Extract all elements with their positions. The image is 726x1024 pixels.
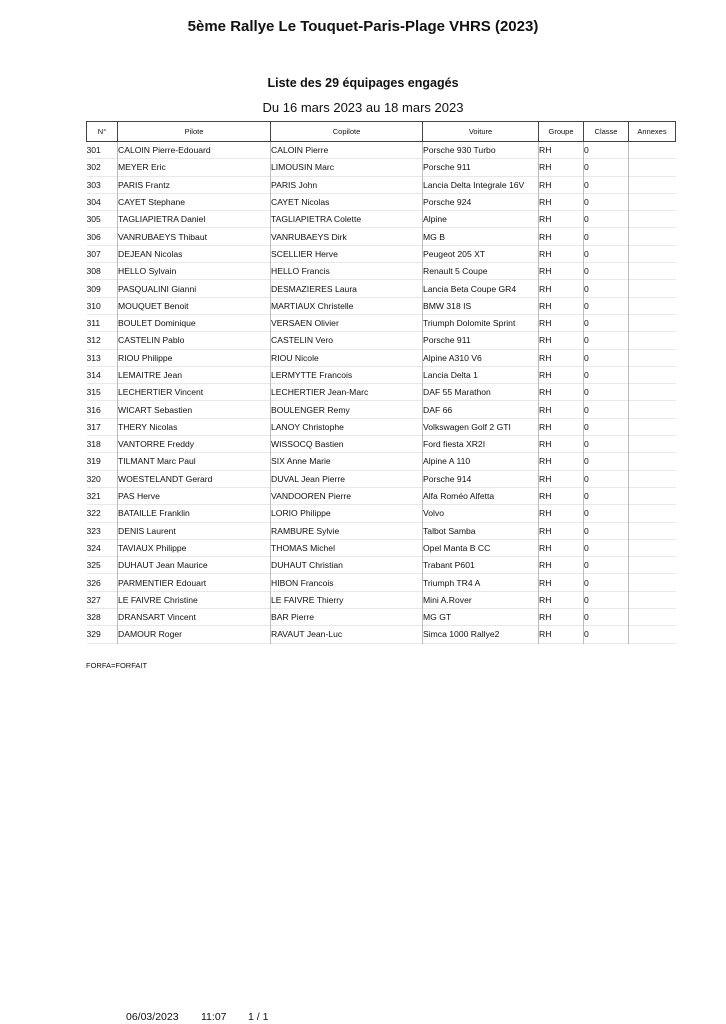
cell-copilote: RAMBURE Sylvie	[271, 522, 423, 539]
cell-voiture: MG B	[423, 228, 539, 245]
cell-pilote: PARIS Frantz	[118, 176, 271, 193]
page-title: 5ème Rallye Le Touquet-Paris-Plage VHRS (2023)	[187, 18, 539, 35]
cell-classe: 0	[584, 539, 629, 556]
cell-pilote: DRANSART Vincent	[118, 609, 271, 626]
cell-groupe: RH	[539, 228, 584, 245]
cell-groupe: RH	[539, 314, 584, 331]
cell-annexes	[629, 557, 676, 574]
cell-groupe: RH	[539, 263, 584, 280]
cell-groupe: RH	[539, 557, 584, 574]
table-row	[87, 297, 676, 314]
cell-voiture: Mini A.Rover	[423, 591, 539, 608]
cell-annexes	[629, 193, 676, 210]
cell-num: 326	[87, 574, 118, 591]
cell-voiture: Alpine	[423, 211, 539, 228]
cell-classe: 0	[584, 436, 629, 453]
table-row	[87, 487, 676, 504]
cell-copilote: CALOIN Pierre	[271, 142, 423, 159]
table-row	[87, 418, 676, 435]
cell-groupe: RH	[539, 505, 584, 522]
cell-classe: 0	[584, 176, 629, 193]
cell-annexes	[629, 626, 676, 643]
cell-copilote: LIMOUSIN Marc	[271, 159, 423, 176]
cell-voiture: Renault 5 Coupe	[423, 263, 539, 280]
cell-copilote: SIX Anne Marie	[271, 453, 423, 470]
table-row	[87, 522, 676, 539]
cell-voiture: Talbot Samba	[423, 522, 539, 539]
cell-pilote: PASQUALINI Gianni	[118, 280, 271, 297]
cell-num: 322	[87, 505, 118, 522]
cell-annexes	[629, 522, 676, 539]
cell-annexes	[629, 609, 676, 626]
cell-annexes	[629, 470, 676, 487]
cell-copilote: HIBON Francois	[271, 574, 423, 591]
cell-voiture: Porsche 911	[423, 159, 539, 176]
cell-pilote: MEYER Eric	[118, 159, 271, 176]
header-classe: Classe	[584, 122, 629, 142]
header-num: N°	[87, 122, 118, 142]
cell-groupe: RH	[539, 332, 584, 349]
cell-copilote: TAGLIAPIETRA Colette	[271, 211, 423, 228]
cell-classe: 0	[584, 263, 629, 280]
table-row	[87, 591, 676, 608]
cell-voiture: Porsche 914	[423, 470, 539, 487]
cell-pilote: CASTELIN Pablo	[118, 332, 271, 349]
cell-num: 306	[87, 228, 118, 245]
table-row	[87, 366, 676, 383]
cell-copilote: LERMYTTE Francois	[271, 366, 423, 383]
cell-pilote: VANTORRE Freddy	[118, 436, 271, 453]
table-row	[87, 263, 676, 280]
footer-time: 11:07	[201, 1011, 227, 1023]
cell-voiture: Volkswagen Golf 2 GTI	[423, 418, 539, 435]
cell-num: 303	[87, 176, 118, 193]
cell-classe: 0	[584, 487, 629, 504]
cell-classe: 0	[584, 297, 629, 314]
cell-copilote: CASTELIN Vero	[271, 332, 423, 349]
cell-groupe: RH	[539, 574, 584, 591]
cell-pilote: WOESTELANDT Gerard	[118, 470, 271, 487]
cell-annexes	[629, 263, 676, 280]
cell-groupe: RH	[539, 193, 584, 210]
cell-annexes	[629, 245, 676, 262]
cell-num: 313	[87, 349, 118, 366]
cell-pilote: TAVIAUX Philippe	[118, 539, 271, 556]
cell-pilote: LEMAITRE Jean	[118, 366, 271, 383]
cell-annexes	[629, 505, 676, 522]
cell-num: 304	[87, 193, 118, 210]
cell-copilote: HELLO Francis	[271, 263, 423, 280]
table-row	[87, 228, 676, 245]
cell-groupe: RH	[539, 522, 584, 539]
cell-annexes	[629, 418, 676, 435]
table-row	[87, 349, 676, 366]
cell-classe: 0	[584, 245, 629, 262]
table-row	[87, 332, 676, 349]
cell-copilote: VANRUBAEYS Dirk	[271, 228, 423, 245]
cell-num: 302	[87, 159, 118, 176]
cell-groupe: RH	[539, 349, 584, 366]
cell-num: 310	[87, 297, 118, 314]
cell-groupe: RH	[539, 453, 584, 470]
cell-classe: 0	[584, 609, 629, 626]
cell-voiture: Trabant P601	[423, 557, 539, 574]
cell-voiture: Peugeot 205 XT	[423, 245, 539, 262]
cell-num: 312	[87, 332, 118, 349]
cell-pilote: PARMENTIER Edouart	[118, 574, 271, 591]
cell-classe: 0	[584, 557, 629, 574]
cell-voiture: Alpine A310 V6	[423, 349, 539, 366]
cell-pilote: BATAILLE Franklin	[118, 505, 271, 522]
cell-num: 329	[87, 626, 118, 643]
cell-num: 318	[87, 436, 118, 453]
cell-voiture: BMW 318 IS	[423, 297, 539, 314]
cell-groupe: RH	[539, 609, 584, 626]
cell-classe: 0	[584, 349, 629, 366]
cell-annexes	[629, 453, 676, 470]
cell-pilote: DEJEAN Nicolas	[118, 245, 271, 262]
header-voiture: Voiture	[423, 122, 539, 142]
cell-groupe: RH	[539, 539, 584, 556]
cell-annexes	[629, 591, 676, 608]
cell-groupe: RH	[539, 280, 584, 297]
cell-pilote: WICART Sebastien	[118, 401, 271, 418]
cell-classe: 0	[584, 418, 629, 435]
cell-classe: 0	[584, 142, 629, 159]
cell-copilote: VERSAEN Olivier	[271, 314, 423, 331]
cell-pilote: CAYET Stephane	[118, 193, 271, 210]
cell-annexes	[629, 332, 676, 349]
cell-groupe: RH	[539, 142, 584, 159]
cell-annexes	[629, 436, 676, 453]
cell-copilote: DUVAL Jean Pierre	[271, 470, 423, 487]
cell-voiture: Simca 1000 Rallye2	[423, 626, 539, 643]
header-groupe: Groupe	[539, 122, 584, 142]
footnote: FORFA=FORFAIT	[86, 661, 148, 670]
table-body	[87, 142, 676, 644]
cell-pilote: RIOU Philippe	[118, 349, 271, 366]
table-row	[87, 176, 676, 193]
cell-pilote: LECHERTIER Vincent	[118, 384, 271, 401]
cell-annexes	[629, 211, 676, 228]
cell-annexes	[629, 539, 676, 556]
table-row	[87, 193, 676, 210]
cell-pilote: HELLO Sylvain	[118, 263, 271, 280]
cell-classe: 0	[584, 314, 629, 331]
cell-groupe: RH	[539, 470, 584, 487]
cell-voiture: Lancia Delta Integrale 16V	[423, 176, 539, 193]
cell-num: 309	[87, 280, 118, 297]
cell-groupe: RH	[539, 487, 584, 504]
cell-voiture: Lancia Delta 1	[423, 366, 539, 383]
cell-groupe: RH	[539, 384, 584, 401]
cell-copilote: PARIS John	[271, 176, 423, 193]
cell-num: 317	[87, 418, 118, 435]
cell-classe: 0	[584, 505, 629, 522]
cell-voiture: Triumph Dolomite Sprint	[423, 314, 539, 331]
cell-num: 316	[87, 401, 118, 418]
cell-pilote: THERY Nicolas	[118, 418, 271, 435]
cell-copilote: LECHERTIER Jean-Marc	[271, 384, 423, 401]
cell-pilote: BOULET Dominique	[118, 314, 271, 331]
cell-voiture: Porsche 911	[423, 332, 539, 349]
cell-classe: 0	[584, 591, 629, 608]
table-row	[87, 557, 676, 574]
cell-copilote: RIOU Nicole	[271, 349, 423, 366]
cell-copilote: DESMAZIERES Laura	[271, 280, 423, 297]
cell-classe: 0	[584, 280, 629, 297]
cell-num: 315	[87, 384, 118, 401]
cell-voiture: DAF 66	[423, 401, 539, 418]
table-row	[87, 314, 676, 331]
cell-annexes	[629, 314, 676, 331]
cell-copilote: WISSOCQ Bastien	[271, 436, 423, 453]
cell-classe: 0	[584, 193, 629, 210]
cell-annexes	[629, 401, 676, 418]
cell-annexes	[629, 142, 676, 159]
header-pilote: Pilote	[118, 122, 271, 142]
cell-voiture: Lancia Beta Coupe GR4	[423, 280, 539, 297]
cell-classe: 0	[584, 332, 629, 349]
cell-groupe: RH	[539, 159, 584, 176]
cell-classe: 0	[584, 453, 629, 470]
cell-num: 311	[87, 314, 118, 331]
cell-pilote: DENIS Laurent	[118, 522, 271, 539]
cell-copilote: THOMAS Michel	[271, 539, 423, 556]
cell-classe: 0	[584, 211, 629, 228]
table-row	[87, 436, 676, 453]
cell-annexes	[629, 159, 676, 176]
table-row	[87, 245, 676, 262]
cell-classe: 0	[584, 401, 629, 418]
cell-pilote: VANRUBAEYS Thibaut	[118, 228, 271, 245]
cell-num: 308	[87, 263, 118, 280]
cell-voiture: DAF 55 Marathon	[423, 384, 539, 401]
cell-annexes	[629, 280, 676, 297]
cell-num: 325	[87, 557, 118, 574]
cell-annexes	[629, 349, 676, 366]
cell-annexes	[629, 487, 676, 504]
table-header-row	[87, 122, 676, 142]
table-row	[87, 159, 676, 176]
cell-copilote: CAYET Nicolas	[271, 193, 423, 210]
cell-classe: 0	[584, 470, 629, 487]
table-row	[87, 626, 676, 643]
table-row	[87, 574, 676, 591]
list-subtitle: Liste des 29 équipages engagés	[267, 76, 459, 90]
cell-num: 301	[87, 142, 118, 159]
footer-page-number: 1 / 1	[248, 1011, 269, 1023]
cell-copilote: MARTIAUX Christelle	[271, 297, 423, 314]
cell-num: 319	[87, 453, 118, 470]
cell-copilote: DUHAUT Christian	[271, 557, 423, 574]
cell-copilote: LE FAIVRE Thierry	[271, 591, 423, 608]
cell-classe: 0	[584, 366, 629, 383]
footer-date: 06/03/2023	[126, 1011, 179, 1023]
table-row	[87, 505, 676, 522]
header-copilote: Copilote	[271, 122, 423, 142]
cell-num: 305	[87, 211, 118, 228]
cell-pilote: TILMANT Marc Paul	[118, 453, 271, 470]
cell-groupe: RH	[539, 418, 584, 435]
cell-copilote: LORIO Philippe	[271, 505, 423, 522]
cell-num: 314	[87, 366, 118, 383]
cell-annexes	[629, 574, 676, 591]
cell-groupe: RH	[539, 176, 584, 193]
table-row	[87, 384, 676, 401]
cell-groupe: RH	[539, 297, 584, 314]
cell-groupe: RH	[539, 401, 584, 418]
cell-voiture: Opel Manta B CC	[423, 539, 539, 556]
cell-pilote: TAGLIAPIETRA Daniel	[118, 211, 271, 228]
table-row	[87, 453, 676, 470]
cell-num: 321	[87, 487, 118, 504]
cell-num: 328	[87, 609, 118, 626]
cell-voiture: MG GT	[423, 609, 539, 626]
cell-annexes	[629, 176, 676, 193]
cell-num: 327	[87, 591, 118, 608]
event-dates: Du 16 mars 2023 au 18 mars 2023	[262, 100, 464, 115]
cell-voiture: Porsche 930 Turbo	[423, 142, 539, 159]
cell-voiture: Triumph TR4 A	[423, 574, 539, 591]
cell-groupe: RH	[539, 591, 584, 608]
cell-classe: 0	[584, 384, 629, 401]
cell-copilote: VANDOOREN Pierre	[271, 487, 423, 504]
cell-classe: 0	[584, 574, 629, 591]
cell-classe: 0	[584, 626, 629, 643]
cell-voiture: Alfa Roméo Alfetta	[423, 487, 539, 504]
cell-pilote: PAS Herve	[118, 487, 271, 504]
cell-annexes	[629, 384, 676, 401]
cell-copilote: BOULENGER Remy	[271, 401, 423, 418]
cell-groupe: RH	[539, 245, 584, 262]
cell-annexes	[629, 366, 676, 383]
cell-pilote: CALOIN Pierre-Edouard	[118, 142, 271, 159]
cell-num: 307	[87, 245, 118, 262]
cell-classe: 0	[584, 522, 629, 539]
cell-annexes	[629, 228, 676, 245]
cell-groupe: RH	[539, 211, 584, 228]
cell-classe: 0	[584, 228, 629, 245]
cell-copilote: RAVAUT Jean-Luc	[271, 626, 423, 643]
cell-pilote: MOUQUET Benoit	[118, 297, 271, 314]
cell-voiture: Alpine A 110	[423, 453, 539, 470]
cell-voiture: Ford fiesta XR2I	[423, 436, 539, 453]
cell-pilote: LE FAIVRE Christine	[118, 591, 271, 608]
table-row	[87, 280, 676, 297]
cell-copilote: BAR Pierre	[271, 609, 423, 626]
cell-groupe: RH	[539, 626, 584, 643]
cell-annexes	[629, 297, 676, 314]
cell-num: 323	[87, 522, 118, 539]
cell-copilote: LANOY Christophe	[271, 418, 423, 435]
header-annexes: Annexes	[629, 122, 676, 142]
cell-pilote: DAMOUR Roger	[118, 626, 271, 643]
table-row	[87, 609, 676, 626]
table-row	[87, 211, 676, 228]
cell-voiture: Volvo	[423, 505, 539, 522]
cell-num: 320	[87, 470, 118, 487]
table-row	[87, 539, 676, 556]
table-row	[87, 401, 676, 418]
table-row	[87, 142, 676, 159]
table-row	[87, 470, 676, 487]
entries-table	[86, 121, 676, 644]
cell-num: 324	[87, 539, 118, 556]
cell-groupe: RH	[539, 366, 584, 383]
cell-classe: 0	[584, 159, 629, 176]
cell-pilote: DUHAUT Jean Maurice	[118, 557, 271, 574]
cell-groupe: RH	[539, 436, 584, 453]
cell-copilote: SCELLIER Herve	[271, 245, 423, 262]
cell-voiture: Porsche 924	[423, 193, 539, 210]
